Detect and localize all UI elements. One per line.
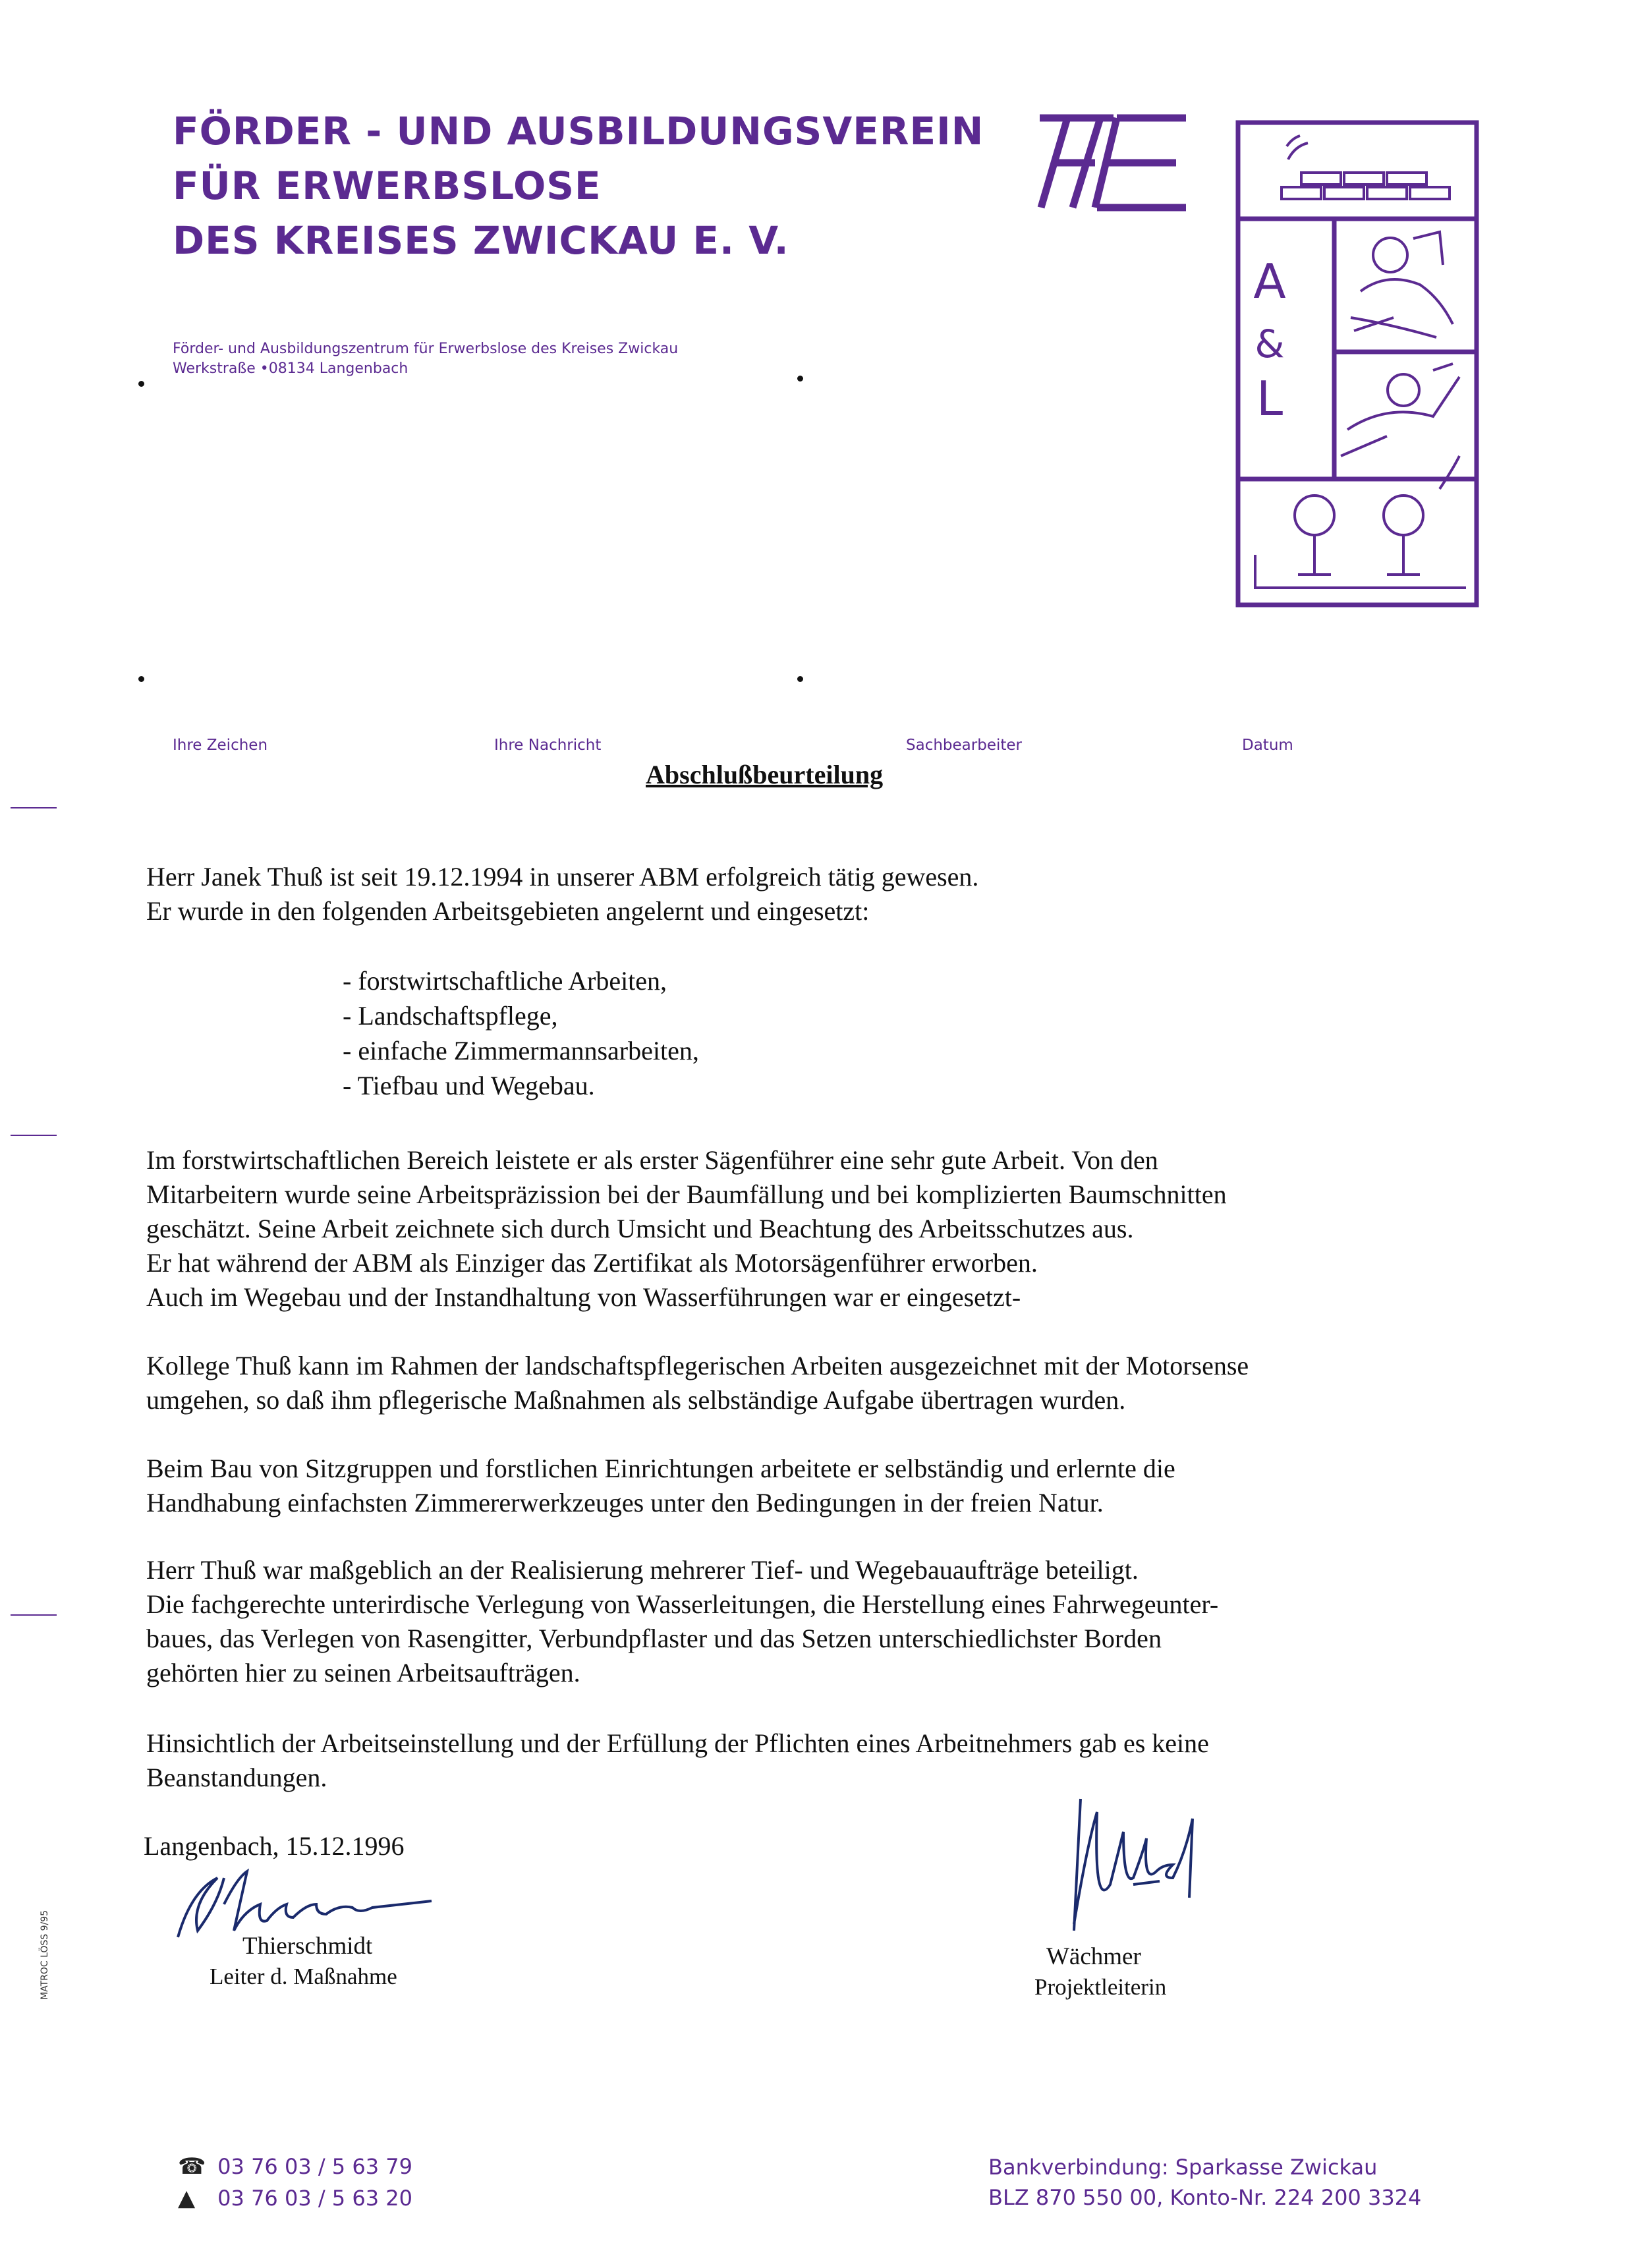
footer-phone: [178, 2153, 412, 2180]
list-item: - forstwirtschaftliche Arbeiten,: [343, 966, 667, 996]
text-line: Beanstandungen.: [146, 1763, 327, 1792]
footer-bank-line-1: Bankverbindung: Sparkasse Zwickau: [988, 2155, 1378, 2180]
paragraph-conclusion: [146, 1726, 1464, 1795]
fold-mark: [11, 1614, 57, 1616]
list-item: - Tiefbau und Wegebau.: [343, 1071, 595, 1100]
text-line: Mitarbeitern wurde seine Arbeitspräzission bei der Baumfällung und bei komplizierten Baumschnitten: [146, 1179, 1227, 1209]
org-name-line-1: FÖRDER - UND AUSBILDUNGSVEREIN: [173, 109, 984, 154]
text-line: Er wurde in den folgenden Arbeitsgebieten angelernt und eingesetzt:: [146, 896, 870, 926]
text-line: gehörten hier zu seinen Arbeitsaufträgen.: [146, 1658, 580, 1687]
al-ampersand: &: [1255, 322, 1285, 366]
address-window-mark: [138, 381, 144, 387]
paragraph-forestry: [146, 1143, 1464, 1315]
text-line: Kollege Thuß kann im Rahmen der landschaftspflegerischen Arbeiten ausgezeichnet mit der Motorsense: [146, 1351, 1249, 1380]
document-title: Abschlußbeurteilung: [646, 760, 884, 789]
text-line: Handhabung einfachsten Zimmererwerkzeuges unter den Bedingungen in der freien Natur.: [146, 1488, 1104, 1517]
fae-logo-graphic: [1034, 109, 1193, 221]
al-letter-a: A: [1253, 254, 1286, 309]
fae-logo: [1034, 109, 1193, 221]
signatory-right-name: Wächmer: [1046, 1943, 1141, 1970]
organization-name: [173, 104, 984, 268]
ref-datum: Datum: [1242, 737, 1293, 754]
list-item: - einfache Zimmermannsarbeiten,: [343, 1036, 699, 1065]
text-line: Hinsichtlich der Arbeitseinstellung und der Erfüllung der Pflichten eines Arbeitnehmers gab es keine: [146, 1728, 1209, 1758]
text-line: Die fachgerechte unterirdische Verlegung von Wasserleitungen, die Herstellung eines Fahrwegeunter-: [146, 1589, 1219, 1619]
text-line: Im forstwirtschaftlichen Bereich leistete er als erster Sägenführer eine sehr gute Arbeit. Von den: [146, 1145, 1158, 1175]
address-window-mark: [797, 676, 803, 682]
text-line: Herr Thuß war maßgeblich an der Realisierung mehrerer Tief- und Wegebauaufträge beteiligt.: [146, 1555, 1139, 1585]
address-window-mark: [797, 376, 803, 382]
phone-number: 03 76 03 / 5 63 79: [217, 2154, 412, 2179]
signatory-left-role: Leiter d. Maßnahme: [210, 1964, 397, 1989]
ref-ihre-nachricht: Ihre Nachricht: [494, 737, 602, 754]
al-logo-graphic: [1235, 120, 1479, 608]
fax-triangle-icon: ▲: [178, 2185, 196, 2211]
org-name-line-3: DES KREISES ZWICKAU E. V.: [173, 218, 789, 263]
signature-right: [1054, 1792, 1226, 1964]
footer-fax: [178, 2185, 412, 2211]
ref-sachbearbeiter: Sachbearbeiter: [906, 737, 1022, 754]
footer-bank-line-2: BLZ 870 550 00, Konto-Nr. 224 200 3324: [988, 2185, 1422, 2210]
text-line: umgehen, so daß ihm pflegerische Maßnahmen als selbständige Aufgabe übertragen wurden.: [146, 1385, 1126, 1415]
text-line: Beim Bau von Sitzgruppen und forstlichen Einrichtungen arbeitete er selbständig und erlernte die: [146, 1454, 1175, 1483]
text-line: baues, das Verlegen von Rasengitter, Verbundpflaster und das Setzen unterschiedlichster Borden: [146, 1624, 1162, 1653]
paragraph-carpentry: [146, 1452, 1464, 1520]
telephone-icon: ☎: [178, 2153, 206, 2180]
al-letter-l: L: [1256, 371, 1283, 426]
text-line: geschätzt. Seine Arbeit zeichnete sich durch Umsicht und Beachtung des Arbeitsschutzes aus.: [146, 1214, 1134, 1243]
paragraph-landscape: [146, 1349, 1464, 1417]
signatory-left-name: Thierschmidt: [242, 1933, 373, 1960]
task-list: [343, 963, 699, 1103]
fold-mark: [11, 1135, 57, 1136]
sender-line-2: Werkstraße •08134 Langenbach: [173, 360, 409, 377]
list-item: - Landschaftspflege,: [343, 1001, 558, 1031]
margin-print-code: MATROC LÖSS 9/95: [40, 1910, 50, 2000]
text-line: Auch im Wegebau und der Instandhaltung von Wasserführungen war er eingesetzt-: [146, 1282, 1021, 1312]
intro-paragraph: [146, 860, 1464, 928]
text-line: Herr Janek Thuß ist seit 19.12.1994 in unserer ABM erfolgreich tätig gewesen.: [146, 862, 979, 892]
place-and-date: Langenbach, 15.12.1996: [144, 1831, 405, 1861]
sender-address: [173, 339, 678, 379]
al-logo-box: [1235, 120, 1479, 608]
address-window-mark: [138, 676, 144, 682]
ref-ihre-zeichen: Ihre Zeichen: [173, 737, 268, 754]
text-line: Er hat während der ABM als Einziger das Zertifikat als Motorsägenführer erworben.: [146, 1248, 1038, 1278]
fax-number: 03 76 03 / 5 63 20: [217, 2186, 412, 2211]
sender-line-1: Förder- und Ausbildungszentrum für Erwerbslose des Kreises Zwickau: [173, 341, 679, 357]
signatory-right-role: Projektleiterin: [1034, 1974, 1167, 2000]
paragraph-civil-works: [146, 1553, 1464, 1690]
fold-mark: [11, 807, 57, 808]
org-name-line-2: FÜR ERWERBSLOSE: [173, 163, 602, 208]
